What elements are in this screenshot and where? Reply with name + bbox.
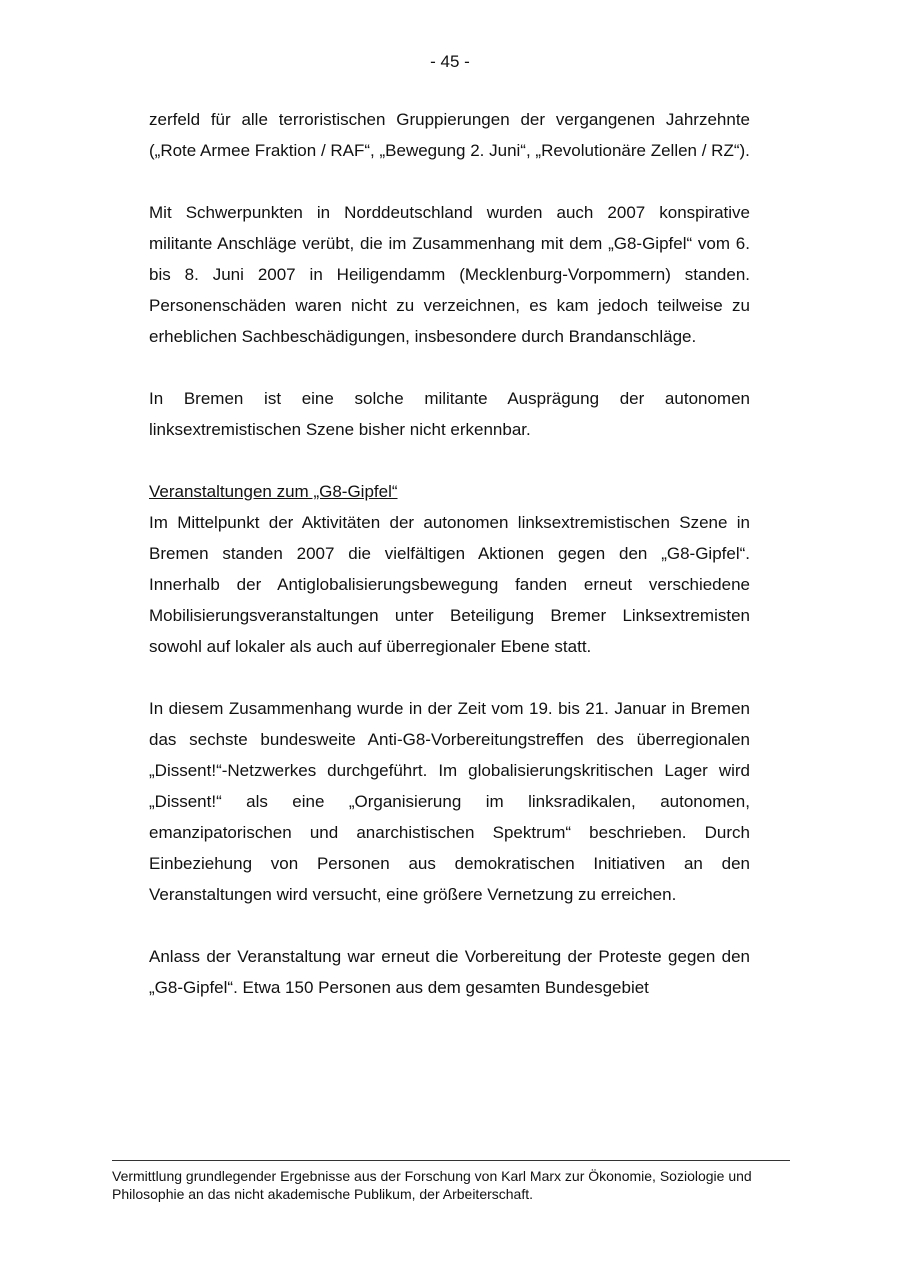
paragraph-2: Mit Schwerpunkten in Norddeutschland wurden auch 2007 konspirative militante Anschläge verübt, die im Zusammenhang mit dem „G8-Gipfel“ vom 6. bis 8. Juni 2007 in Heiligendamm (Mecklenburg-Vorpommern) standen. Personenschäden waren nicht zu verzeichnen, es kam jedoch teilweise zu erheblichen Sachbeschädigungen, insbesondere durch Brandanschläge. [149, 203, 750, 346]
paragraph-3: In Bremen ist eine solche militante Ausprägung der autonomen linksextremistischen Szene bisher nicht erkennbar. [149, 389, 750, 439]
body-text [149, 104, 750, 1003]
paragraph-4: Im Mittelpunkt der Aktivitäten der autonomen linksextremistischen Szene in Bremen standen 2007 die vielfältigen Aktionen gegen den „G8-Gipfel“. Innerhalb der Antiglobalisierungsbewegung fanden erneut verschiedene Mobilisierungsveranstaltungen unter Beteiligung Bremer Linksextremisten sowohl auf lokaler als auch auf überregionaler Ebene statt. [149, 513, 750, 656]
paragraph-5: In diesem Zusammenhang wurde in der Zeit vom 19. bis 21. Januar in Bremen das sechste bundesweite Anti-G8-Vorbereitungstreffen des überregionalen „Dissent!“-Netzwerkes durchgeführt. Im globalisierungskritischen Lager wird „Dissent!“ als eine „Organisierung im linksradikalen, autonomen, emanzipatorischen und anarchistischen Spektrum“ beschrieben. Durch Einbeziehung von Personen aus demokratischen Initiativen an den Veranstaltungen wird versucht, eine größere Vernetzung zu erreichen. [149, 699, 750, 904]
page-number: - 45 - [430, 52, 470, 71]
section-heading: Veranstaltungen zum „G8-Gipfel“ [149, 482, 398, 501]
paragraph-6: Anlass der Veranstaltung war erneut die Vorbereitung der Proteste gegen den „G8-Gipfel“. Etwa 150 Personen aus dem gesamten Bundesgebiet [149, 947, 750, 997]
footnote: Vermittlung grundlegender Ergebnisse aus der Forschung von Karl Marx zur Ökonomie, Soziologie und Philosophie an das nicht akademische Publikum, der Arbeiterschaft. [112, 1168, 752, 1202]
footnote-divider [112, 1160, 790, 1161]
paragraph-1: zerfeld für alle terroristischen Gruppierungen der vergangenen Jahrzehnte („Rote Armee Fraktion / RAF“, „Bewegung 2. Juni“, „Revolutionäre Zellen / RZ“). [149, 110, 750, 160]
